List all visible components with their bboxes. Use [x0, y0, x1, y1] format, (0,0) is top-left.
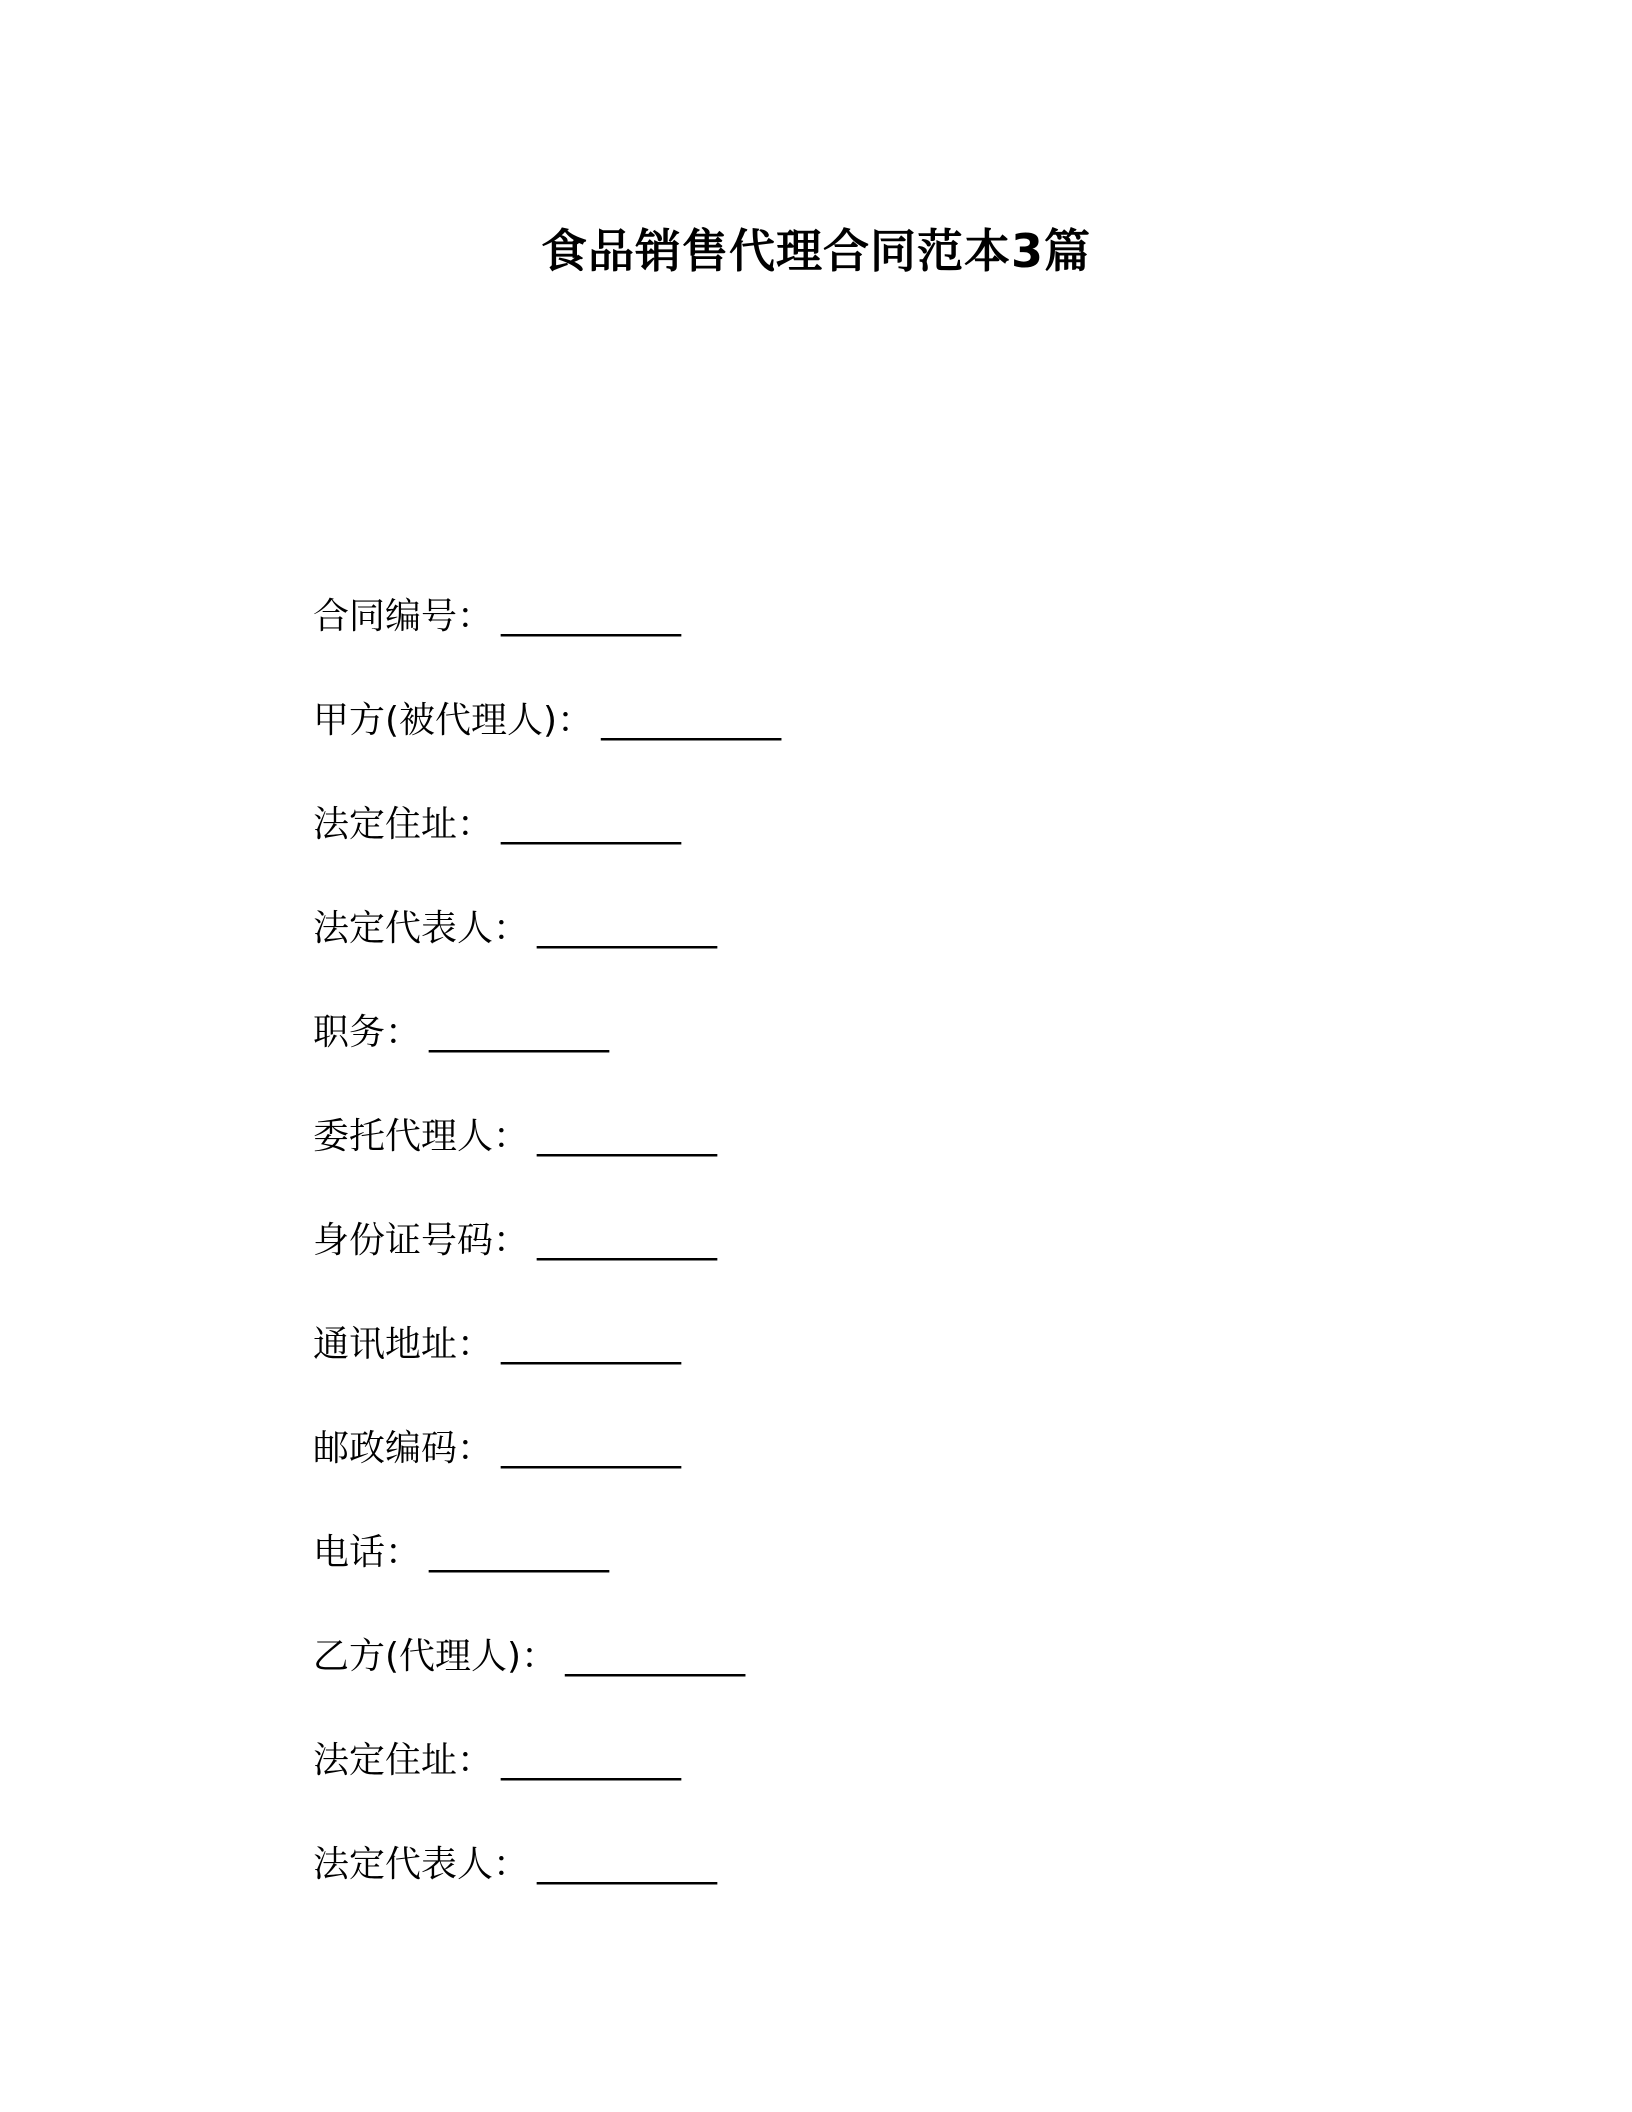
field-authorized-agent — [313, 1110, 1413, 1214]
field-label: 乙方(代理人)： — [313, 1636, 558, 1677]
field-blank: __________ — [501, 1740, 682, 1781]
field-label: 法定住址： — [313, 1740, 494, 1781]
field-blank: __________ — [501, 1428, 682, 1469]
field-blank: __________ — [537, 1116, 718, 1157]
field-label: 甲方(被代理人)： — [313, 700, 594, 741]
field-label: 委托代理人： — [313, 1116, 530, 1157]
field-party-a-address — [313, 798, 1413, 902]
field-label: 邮政编码： — [313, 1428, 494, 1469]
field-blank: __________ — [429, 1012, 610, 1053]
field-blank: __________ — [537, 1844, 718, 1885]
field-phone — [313, 1526, 1413, 1630]
field-label: 法定代表人： — [313, 1844, 530, 1885]
field-id-number — [313, 1214, 1413, 1318]
field-blank: __________ — [537, 908, 718, 949]
field-position — [313, 1006, 1413, 1110]
field-party-b-legal-rep — [313, 1838, 1413, 1942]
field-label: 通讯地址： — [313, 1324, 494, 1365]
field-label: 法定住址： — [313, 804, 494, 845]
field-contract-number — [313, 590, 1413, 694]
field-blank: __________ — [565, 1636, 746, 1677]
field-label: 法定代表人： — [313, 908, 530, 949]
field-label: 身份证号码： — [313, 1220, 530, 1261]
field-blank: __________ — [501, 804, 682, 845]
field-party-b-address — [313, 1734, 1413, 1838]
field-label: 电话： — [313, 1532, 422, 1573]
document-title: 食品销售代理合同范本3篇 — [540, 224, 1091, 278]
field-blank: __________ — [501, 1324, 682, 1365]
field-blank: __________ — [601, 700, 782, 741]
field-party-a — [313, 694, 1413, 798]
contract-fields — [313, 590, 1413, 1942]
field-mailing-address — [313, 1318, 1413, 1422]
field-party-b — [313, 1630, 1413, 1734]
field-blank: __________ — [429, 1532, 610, 1573]
field-blank: __________ — [501, 596, 682, 637]
field-postal-code — [313, 1422, 1413, 1526]
field-blank: __________ — [537, 1220, 718, 1261]
field-label: 合同编号： — [313, 596, 494, 637]
field-label: 职务： — [313, 1012, 422, 1053]
field-party-a-legal-rep — [313, 902, 1413, 1006]
